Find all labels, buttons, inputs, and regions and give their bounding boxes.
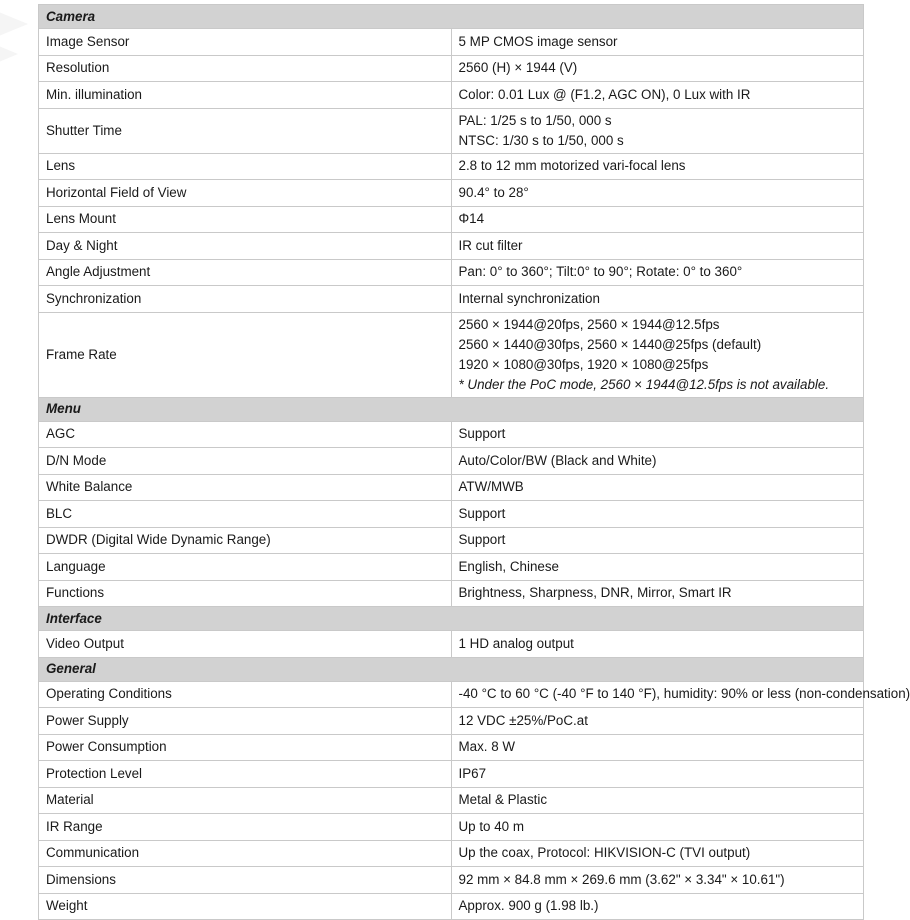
spec-value-line: Auto/Color/BW (Black and White) [458,452,657,468]
spec-value [451,312,864,397]
spec-value-line: 1 HD analog output [458,635,574,651]
spec-label: Power Supply [39,708,452,735]
spec-value-line: ATW/MWB [458,479,524,495]
spec-label: Dimensions [39,867,452,894]
spec-label: Frame Rate [39,312,452,397]
section-title: Interface [39,607,864,631]
spec-row [39,474,864,501]
spec-value [451,55,864,82]
spec-value-line: Metal & Plastic [458,792,548,808]
spec-value-line: 12 VDC ±25%/PoC.at [458,712,588,728]
spec-row [39,734,864,761]
spec-value [451,29,864,56]
spec-row [39,82,864,109]
spec-row [39,867,864,894]
spec-value [451,233,864,260]
spec-value-line: 1920 × 1080@30fps, 1920 × 1080@25fps [458,356,709,372]
spec-value [451,206,864,233]
spec-row [39,153,864,180]
spec-row [39,708,864,735]
spec-value [451,814,864,841]
spec-value-line: NTSC: 1/30 s to 1/50, 000 s [458,132,624,148]
spec-value-line: Max. 8 W [458,739,516,755]
spec-row [39,631,864,658]
section-title: General [39,657,864,681]
spec-label: Language [39,554,452,581]
spec-value [451,527,864,554]
spec-value-line: Approx. 900 g (1.98 lb.) [458,898,599,914]
spec-label: BLC [39,501,452,528]
spec-row [39,501,864,528]
spec-value-line: Internal synchronization [458,290,600,306]
spec-row [39,421,864,448]
spec-table [38,4,910,920]
spec-label: Operating Conditions [39,681,452,708]
spec-value-line: IP67 [458,765,487,781]
spec-value-line: 2.8 to 12 mm motorized vari-focal lens [458,158,686,174]
spec-value [451,153,864,180]
spec-label: Material [39,787,452,814]
spec-row [39,761,864,788]
spec-value [451,787,864,814]
spec-label: Power Consumption [39,734,452,761]
spec-value [451,501,864,528]
spec-value [451,840,864,867]
spec-value [451,448,864,475]
spec-value [451,180,864,207]
spec-label: Lens Mount [39,206,452,233]
spec-value-line: Support [458,505,506,521]
spec-row [39,55,864,82]
spec-label: Video Output [39,631,452,658]
spec-label: Shutter Time [39,108,452,153]
spec-value [451,286,864,313]
spec-label: Resolution [39,55,452,82]
spec-note: * Under the PoC mode, 2560 × 1944@12.5fps is not available. [458,376,830,392]
spec-label: Weight [39,893,452,920]
spec-value [451,108,864,153]
spec-label: Protection Level [39,761,452,788]
spec-value-line: Up the coax, Protocol: HIKVISION-C (TVI output) [458,845,751,861]
section-header-general [39,657,864,681]
spec-value-line: Support [458,532,506,548]
spec-label: Functions [39,580,452,607]
spec-value [451,708,864,735]
spec-value [451,631,864,658]
spec-label: Angle Adjustment [39,259,452,286]
spec-label: Communication [39,840,452,867]
spec-label: Min. illumination [39,82,452,109]
spec-label: IR Range [39,814,452,841]
spec-label: DWDR (Digital Wide Dynamic Range) [39,527,452,554]
section-title: Menu [39,397,864,421]
spec-value-line: 90.4° to 28° [458,184,529,200]
spec-value [451,580,864,607]
spec-row [39,527,864,554]
section-header-interface [39,607,864,631]
spec-row [39,29,864,56]
spec-label: Day & Night [39,233,452,260]
spec-value-line: Pan: 0° to 360°; Tilt:0° to 90°; Rotate: 0° to 360° [458,264,743,280]
spec-value-line: 5 MP CMOS image sensor [458,33,618,49]
spec-label: AGC [39,421,452,448]
spec-value-line: IR cut filter [458,237,523,253]
spec-row [39,180,864,207]
spec-value-line: 2560 (H) × 1944 (V) [458,60,578,76]
spec-row [39,286,864,313]
spec-label: Image Sensor [39,29,452,56]
spec-value [451,893,864,920]
spec-value [451,681,910,708]
spec-row [39,206,864,233]
spec-label: Horizontal Field of View [39,180,452,207]
spec-row [39,448,864,475]
spec-row [39,814,864,841]
spec-value-line: Support [458,426,506,442]
spec-label: White Balance [39,474,452,501]
spec-value [451,82,864,109]
spec-row [39,787,864,814]
spec-row [39,580,864,607]
spec-value-line: Up to 40 m [458,818,524,834]
spec-value [451,867,864,894]
spec-row [39,681,864,708]
spec-row [39,233,864,260]
spec-label: Lens [39,153,452,180]
spec-value [451,421,864,448]
spec-value-line: 92 mm × 84.8 mm × 269.6 mm (3.62" × 3.34" × 10.61") [458,871,785,887]
section-header-camera [39,5,864,29]
spec-value [451,554,864,581]
spec-value-line: 2560 × 1440@30fps, 2560 × 1440@25fps (default) [458,336,762,352]
spec-value-line: English, Chinese [458,558,559,574]
spec-value-line: -40 °C to 60 °C (-40 °F to 140 °F), humidity: 90% or less (non-condensation) [458,686,910,702]
spec-value-line: Φ14 [458,211,485,227]
section-header-menu [39,397,864,421]
spec-row [39,312,864,397]
spec-row [39,893,864,920]
spec-value [451,474,864,501]
spec-table-body [39,5,910,920]
spec-label: Synchronization [39,286,452,313]
spec-value-line: Brightness, Sharpness, DNR, Mirror, Smart IR [458,585,732,601]
spec-value [451,761,864,788]
spec-value-line: Color: 0.01 Lux @ (F1.2, AGC ON), 0 Lux with IR [458,86,751,102]
spec-row [39,108,864,153]
spec-label: D/N Mode [39,448,452,475]
section-title: Camera [39,5,864,29]
spec-value [451,734,864,761]
watermark-logo-fragment [0,10,34,70]
spec-value-line: 2560 × 1944@20fps, 2560 × 1944@12.5fps [458,316,720,332]
spec-value [451,259,864,286]
spec-value-line: PAL: 1/25 s to 1/50, 000 s [458,112,612,128]
spec-row [39,840,864,867]
spec-row [39,259,864,286]
spec-row [39,554,864,581]
